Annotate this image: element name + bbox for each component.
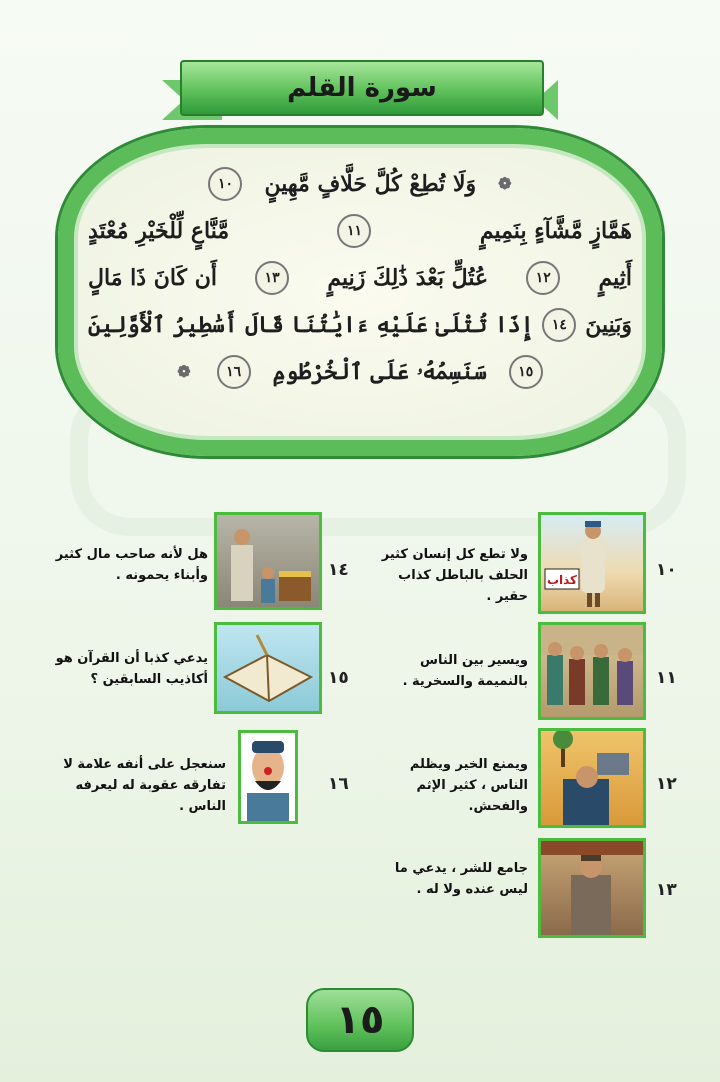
verse-text: أَثِيمٍ [598, 264, 632, 291]
verse-number-badge: ١٢ [526, 261, 560, 295]
item-number: ١١ [656, 668, 677, 688]
verse-number-badge: ١٤ [542, 308, 576, 342]
item-number: ١٥ [328, 668, 349, 688]
verse-line-2 [88, 207, 632, 254]
verse-line-5 [88, 348, 632, 395]
verse-number-badge: ١٦ [217, 355, 251, 389]
item-number: ١٦ [328, 774, 349, 794]
page-number: ١٥ [306, 988, 414, 1052]
verse-end-ornament-icon: ❁ [177, 362, 191, 381]
item-number: ١٢ [656, 774, 677, 794]
surah-title: سورة القلم [287, 73, 437, 103]
item-number: ١٤ [328, 560, 349, 580]
evil-man-illustration [538, 838, 646, 938]
verse-text: هَمَّازٍ مَّشَّآءٍ بِنَمِيمٍ [479, 217, 632, 244]
verse-text: سَنَسِمُهُۥ عَلَى ٱلْخُرْطُومِ [272, 358, 487, 385]
item-number: ١٠ [656, 560, 677, 580]
verse-number-badge: ١٠ [208, 167, 242, 201]
greedy-man-illustration [538, 728, 646, 828]
liar-illustration [538, 512, 646, 614]
verse-number-badge: ١١ [337, 214, 371, 248]
verse-text: وَبَنِينَ [585, 311, 632, 338]
verse-start-ornament-icon: ❁ [498, 174, 512, 193]
item-text: ولا تطع كل إنسان كثير الحلف بالباطل كذاب حقير . [381, 547, 528, 604]
verse-text: عُتُلٍّ بَعْدَ ذَٰلِكَ زَنِيمٍ [327, 264, 489, 291]
item-text: ويسير بين الناس بالنميمة والسخرية . [402, 653, 528, 689]
verse-line-4 [88, 301, 632, 348]
item-text: سنعجل على أنفه علامة لا تفارقه عقوبة له ليعرفه الناس . [63, 757, 226, 814]
item-number: ١٣ [656, 880, 677, 900]
ribbon-band [180, 60, 544, 116]
liar-label: كذاب [546, 573, 578, 587]
item-text: جامع للشر ، يدعي ما ليس عنده ولا له . [394, 861, 528, 897]
verse-text: إِذَا تُتْلَىٰ عَلَيْهِ ءَايَٰتُنَا قَالَ أَسَٰطِيرُ ٱلْأَوَّلِينَ [88, 311, 534, 338]
verses-block [88, 160, 632, 395]
verse-number-badge: ١٥ [509, 355, 543, 389]
verse-line-3 [88, 254, 632, 301]
surah-title-ribbon [180, 60, 540, 112]
gossip-crowd-illustration [538, 622, 646, 720]
item-text: هل لأنه صاحب مال كثير وأبناء يحمونه . [55, 547, 208, 583]
verse-text: مَّنَّاعٍ لِّلْخَيْرِ مُعْتَدٍ [88, 217, 230, 244]
marked-nose-man-illustration [238, 730, 298, 824]
item-text: ويمنع الخير ويظلم الناس ، كثير الإثم والفحش. [409, 757, 528, 814]
quran-book-illustration [214, 622, 322, 714]
verse-line-1 [88, 160, 632, 207]
verse-text: أَن كَانَ ذَا مَالٍ [88, 264, 217, 291]
verse-text: وَلَا تُطِعْ كُلَّ حَلَّافٍ مَّهِينٍ [264, 170, 477, 197]
wealthy-father-illustration [214, 512, 322, 610]
item-text: يدعي كذبا أن القرآن هو أكاذيب السابقين ؟ [55, 651, 208, 687]
verse-number-badge: ١٣ [255, 261, 289, 295]
